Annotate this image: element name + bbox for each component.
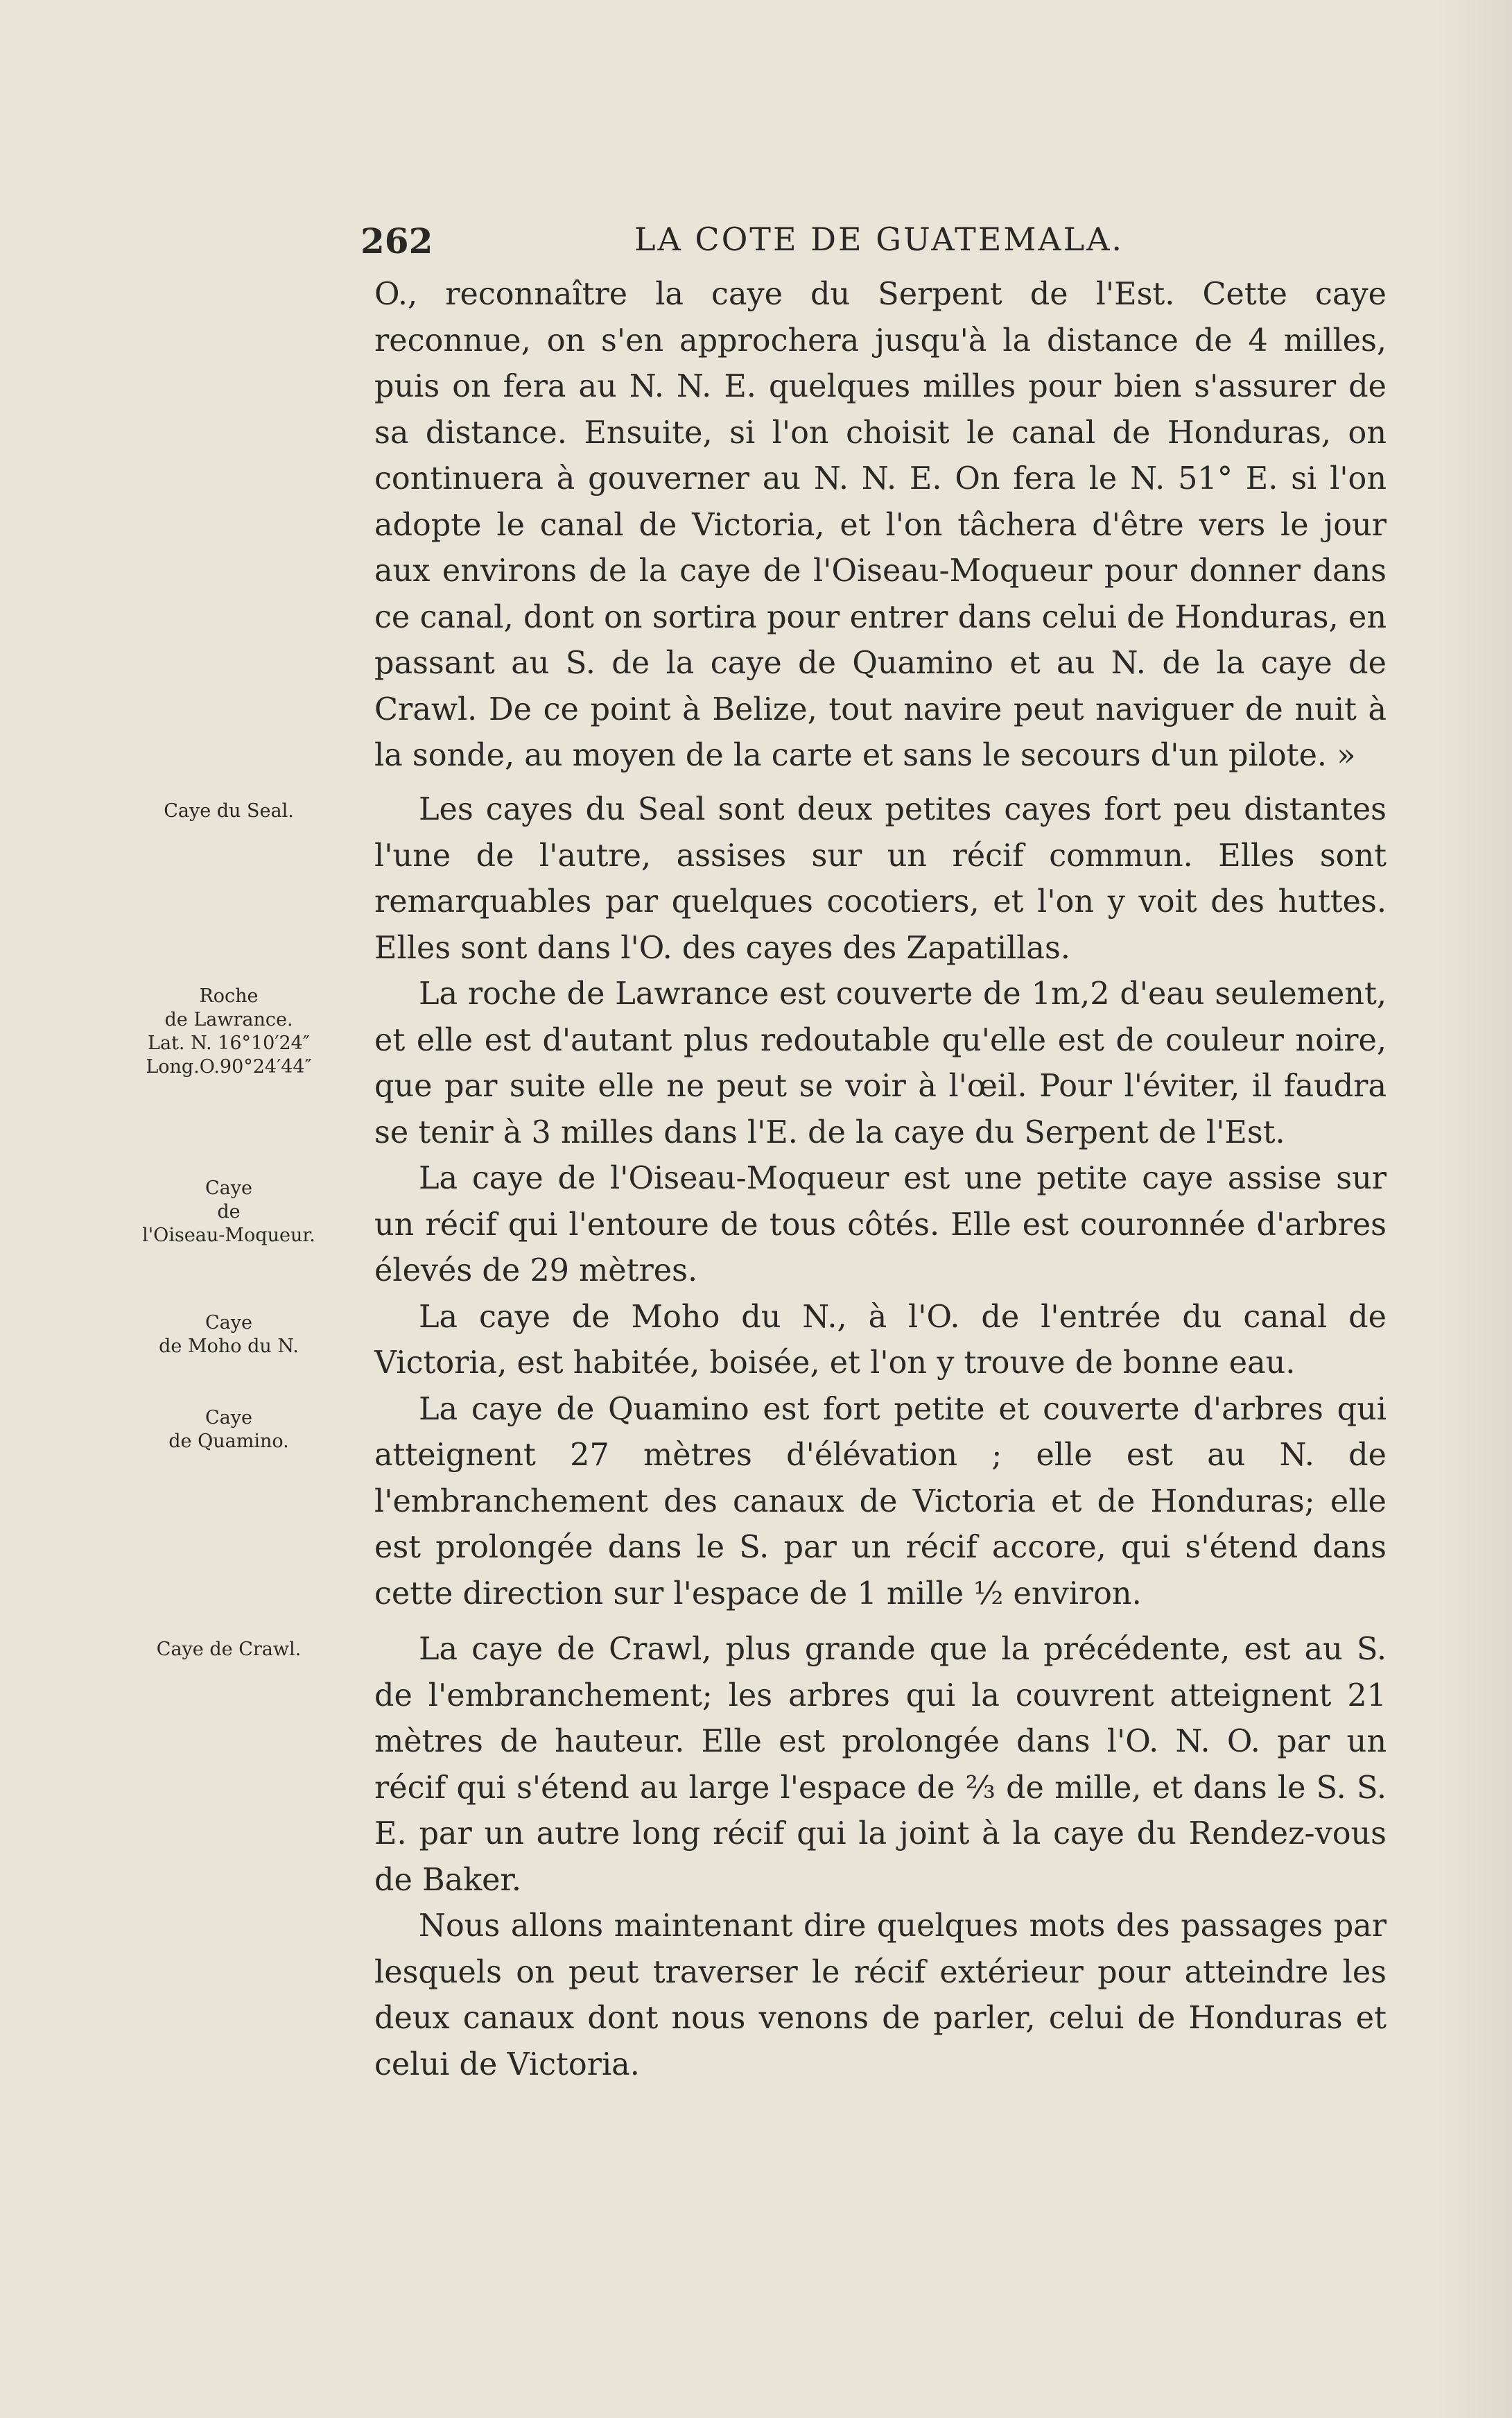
paragraph-continuation: O., reconnaître la caye du Serpent de l'Est. Cette caye reconnue, on s'en approchera jusqu'à la distance de 4 milles, puis on fera au N. N. E. quelques milles pour bien s'assurer de sa distance. Ensuite, si l'on choisit le canal de Honduras, on continuera à gouverner au N. N. E. On fera le N. 51° E. si l'on adopte le canal de Victoria, et l'on tâchera d'être vers le jour aux environs de la caye de l'Oiseau-Moqueur pour donner dans ce canal, dont on sortira pour entrer dans celui de Honduras, en passant au S. de la caye de Quamino et au N. de la caye de Crawl. De ce point à Belize, tout navire peut naviguer de nuit à la sonde, au moyen de la carte et sans le secours d'un pilote. » <box>374 277 1387 773</box>
paragraph-seal: Les cayes du Seal sont deux petites cayes fort peu distantes l'une de l'autre, assises sur un récif commun. Elles sont remarquables par quelques cocotiers, et l'on y voit des huttes. Elles sont dans l'O. des cayes des Zapatillas. <box>374 792 1387 966</box>
running-title: LA COTE DE GUATEMALA. <box>634 221 1124 258</box>
page-edge-shadow <box>1436 0 1512 2418</box>
margin-note-line: Roche <box>199 985 259 1007</box>
paragraph-passages: Nous allons maintenant dire quelques mots des passages par lesquels on peut traverser le récif extérieur pour atteindre les deux canaux dont nous venons de parler, celui de Honduras et celui de Victoria. <box>374 1908 1387 2082</box>
page-number: 262 <box>360 221 433 261</box>
margin-note-line: Caye <box>205 1312 252 1333</box>
paragraph-crawl: La caye de Crawl, plus grande que la précédente, est au S. de l'embranchement; les arbres qui la couvrent atteignent 21 mètres de hauteur. Elle est prolongée dans l'O. N. O. par un récif qui s'étend au large l'espace de ⅔ de mille, et dans le S. S. E. par un autre long récif qui la joint à la caye du Rendez-vous de Baker. <box>374 1632 1387 1898</box>
margin-note-quamino <box>104 1406 354 1453</box>
margin-note-moho <box>104 1311 354 1358</box>
margin-note-line: Long.O.90°24′44″ <box>146 1056 312 1078</box>
margin-note-line: de Moho du N. <box>159 1336 299 1357</box>
page-header <box>360 221 1380 269</box>
margin-note-line: de <box>217 1201 241 1223</box>
paragraph-moho: La caye de Moho du N., à l'O. de l'entrée du canal de Victoria, est habitée, boisée, et l'on y trouve de bonne eau. <box>374 1299 1387 1381</box>
text-block-3 <box>374 1627 1387 2088</box>
margin-note-line: l'Oiseau-Moqueur. <box>142 1225 315 1246</box>
margin-note-line: Caye du Seal. <box>164 800 294 822</box>
margin-note-line: Caye <box>205 1407 252 1428</box>
paragraph-oiseau-moqueur: La caye de l'Oiseau-Moqueur est une petite caye assise sur un récif qui l'entoure de tous côtés. Elle est couronnée d'arbres élevés de 29 mètres. <box>374 1161 1387 1288</box>
text-block-1 <box>374 272 1387 779</box>
margin-note-line: de Lawrance. <box>164 1009 293 1030</box>
margin-note-line: Lat. N. 16°10′24″ <box>148 1033 310 1054</box>
paragraph-lawrance: La roche de Lawrance est couverte de 1m,2 d'eau seulement, et elle est d'autant plus redoutable qu'elle est de couleur noire, que par suite elle ne peut se voir à l'œil. Pour l'éviter, il faudra se tenir à 3 milles dans l'E. de la caye du Serpent de l'Est. <box>374 976 1387 1150</box>
paragraph-quamino: La caye de Quamino est fort petite et couverte d'arbres qui atteignent 27 mètres d'élévation ; elle est au N. de l'embranchement des canaux de Victoria et de Honduras; elle est prolongée dans le S. par un récif accore, qui s'étend dans cette direction sur l'espace de 1 mille ½ environ. <box>374 1391 1387 1612</box>
margin-note-seal <box>104 800 354 823</box>
margin-note-lawrance <box>104 985 354 1079</box>
text-block-2 <box>374 787 1387 1617</box>
margin-note-line: Caye de Crawl. <box>156 1639 302 1660</box>
margin-note-oiseau-moqueur <box>104 1177 354 1247</box>
margin-note-line: de Quamino. <box>168 1431 289 1452</box>
margin-note-line: Caye <box>205 1177 252 1199</box>
margin-note-crawl <box>104 1638 354 1661</box>
